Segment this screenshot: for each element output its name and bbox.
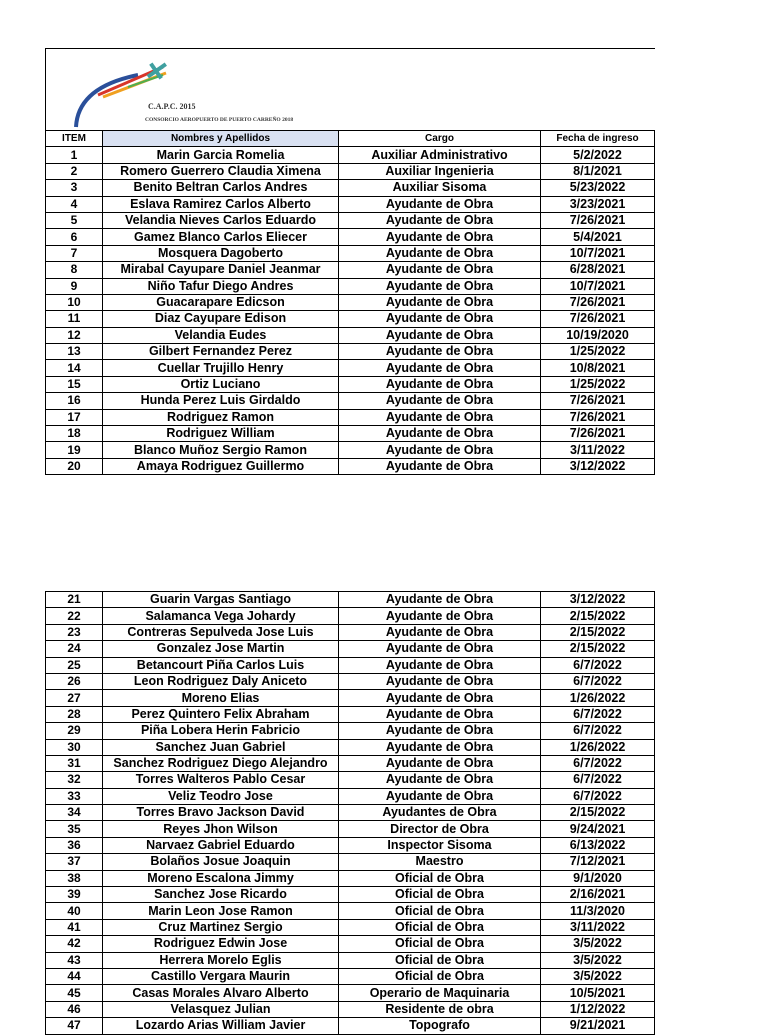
employee-name-cell: Salamanca Vega Johardy: [103, 608, 339, 624]
item-number-cell: 19: [46, 442, 103, 458]
item-number-cell: 2: [46, 163, 103, 179]
job-title-cell: Ayudante de Obra: [339, 592, 541, 608]
item-number-cell: 25: [46, 657, 103, 673]
item-number-cell: 4: [46, 196, 103, 212]
job-title-cell: Ayudante de Obra: [339, 360, 541, 376]
table-row: [46, 1001, 655, 1017]
hire-date-cell: 10/7/2021: [541, 245, 655, 261]
job-title-cell: Ayudante de Obra: [339, 344, 541, 360]
table-row: [46, 180, 655, 196]
item-number-cell: 16: [46, 393, 103, 409]
table-row: [46, 936, 655, 952]
job-title-cell: Ayudante de Obra: [339, 426, 541, 442]
item-number-cell: 5: [46, 212, 103, 228]
item-number-cell: 3: [46, 180, 103, 196]
hire-date-cell: 9/21/2021: [541, 1018, 655, 1034]
job-title-cell: Ayudante de Obra: [339, 788, 541, 804]
job-title-cell: Ayudante de Obra: [339, 442, 541, 458]
job-title-cell: Ayudante de Obra: [339, 624, 541, 640]
employee-name-cell: Romero Guerrero Claudia Ximena: [103, 163, 339, 179]
item-number-cell: 12: [46, 327, 103, 343]
job-title-cell: Ayudante de Obra: [339, 294, 541, 310]
employee-name-cell: Hunda Perez Luis Girdaldo: [103, 393, 339, 409]
employee-name-cell: Guacarapare Edicson: [103, 294, 339, 310]
employee-name-cell: Leon Rodriguez Daly Aniceto: [103, 673, 339, 689]
item-number-cell: 45: [46, 985, 103, 1001]
employee-name-cell: Cruz Martinez Sergio: [103, 919, 339, 935]
job-title-cell: Ayudante de Obra: [339, 458, 541, 474]
job-title-cell: Residente de obra: [339, 1001, 541, 1017]
table-row: [46, 788, 655, 804]
hire-date-cell: 8/1/2021: [541, 163, 655, 179]
employee-name-cell: Guarin Vargas Santiago: [103, 592, 339, 608]
table-row: [46, 426, 655, 442]
table-body-part-1: [46, 147, 655, 475]
employee-name-cell: Marin Garcia Romelia: [103, 147, 339, 163]
hire-date-cell: 7/26/2021: [541, 311, 655, 327]
employee-name-cell: Velandia Eudes: [103, 327, 339, 343]
item-number-cell: 10: [46, 294, 103, 310]
table-row: [46, 278, 655, 294]
job-title-cell: Ayudante de Obra: [339, 772, 541, 788]
hire-date-cell: 6/7/2022: [541, 772, 655, 788]
job-title-cell: Ayudante de Obra: [339, 311, 541, 327]
job-title-cell: Ayudante de Obra: [339, 376, 541, 392]
job-title-cell: Ayudante de Obra: [339, 723, 541, 739]
hire-date-cell: 6/7/2022: [541, 657, 655, 673]
table-row: [46, 360, 655, 376]
hire-date-cell: 3/23/2021: [541, 196, 655, 212]
hire-date-cell: 2/15/2022: [541, 641, 655, 657]
employee-name-cell: Gilbert Fernandez Perez: [103, 344, 339, 360]
job-title-cell: Oficial de Obra: [339, 870, 541, 886]
hire-date-cell: 2/16/2021: [541, 887, 655, 903]
cargo-column-header: Cargo: [339, 131, 541, 147]
job-title-cell: Ayudante de Obra: [339, 327, 541, 343]
table-row: [46, 458, 655, 474]
hire-date-cell: 3/5/2022: [541, 936, 655, 952]
table-header-row: [46, 131, 655, 147]
hire-date-cell: 10/7/2021: [541, 278, 655, 294]
job-title-cell: Oficial de Obra: [339, 903, 541, 919]
name-column-header: Nombres y Apellidos: [103, 131, 339, 147]
logo-title: C.A.P.C. 2015: [148, 102, 196, 111]
item-number-cell: 41: [46, 919, 103, 935]
table-row: [46, 755, 655, 771]
table-row: [46, 985, 655, 1001]
item-number-cell: 15: [46, 376, 103, 392]
logo-subtitle: CONSORCIO AEROPUERTO DE PUERTO CARREÑO 2018: [145, 117, 294, 123]
employee-name-cell: Veliz Teodro Jose: [103, 788, 339, 804]
table-row: [46, 903, 655, 919]
header-box: [45, 48, 655, 130]
table-row: [46, 196, 655, 212]
hire-date-cell: 1/12/2022: [541, 1001, 655, 1017]
table-row: [46, 673, 655, 689]
table-row: [46, 739, 655, 755]
item-number-cell: 18: [46, 426, 103, 442]
table-row: [46, 805, 655, 821]
hire-date-cell: 7/26/2021: [541, 426, 655, 442]
job-title-cell: Ayudante de Obra: [339, 196, 541, 212]
item-number-cell: 11: [46, 311, 103, 327]
hire-date-cell: 1/26/2022: [541, 690, 655, 706]
job-title-cell: Ayudante de Obra: [339, 739, 541, 755]
employee-name-cell: Narvaez Gabriel Eduardo: [103, 837, 339, 853]
hire-date-cell: 11/3/2020: [541, 903, 655, 919]
item-column-header: ITEM: [46, 131, 103, 147]
table-row: [46, 641, 655, 657]
employee-name-cell: Ortiz Luciano: [103, 376, 339, 392]
table-row: [46, 706, 655, 722]
table-row: [46, 262, 655, 278]
hire-date-cell: 2/15/2022: [541, 805, 655, 821]
item-number-cell: 47: [46, 1018, 103, 1034]
item-number-cell: 44: [46, 968, 103, 984]
hire-date-cell: 2/15/2022: [541, 624, 655, 640]
item-number-cell: 37: [46, 854, 103, 870]
hire-date-cell: 6/28/2021: [541, 262, 655, 278]
table-row: [46, 690, 655, 706]
hire-date-cell: 10/8/2021: [541, 360, 655, 376]
table-row: [46, 229, 655, 245]
hire-date-cell: 9/1/2020: [541, 870, 655, 886]
item-number-cell: 23: [46, 624, 103, 640]
item-number-cell: 34: [46, 805, 103, 821]
employee-name-cell: Niño Tafur Diego Andres: [103, 278, 339, 294]
job-title-cell: Auxiliar Ingenieria: [339, 163, 541, 179]
item-number-cell: 17: [46, 409, 103, 425]
item-number-cell: 30: [46, 739, 103, 755]
job-title-cell: Ayudante de Obra: [339, 393, 541, 409]
hire-date-cell: 6/13/2022: [541, 837, 655, 853]
job-title-cell: Ayudante de Obra: [339, 245, 541, 261]
hire-date-cell: 7/26/2021: [541, 409, 655, 425]
hire-date-cell: 3/11/2022: [541, 919, 655, 935]
item-number-cell: 43: [46, 952, 103, 968]
job-title-cell: Operario de Maquinaria: [339, 985, 541, 1001]
employee-name-cell: Eslava Ramirez Carlos Alberto: [103, 196, 339, 212]
employee-name-cell: Cuellar Trujillo Henry: [103, 360, 339, 376]
employee-name-cell: Moreno Escalona Jimmy: [103, 870, 339, 886]
hire-date-cell: 5/23/2022: [541, 180, 655, 196]
job-title-cell: Ayudante de Obra: [339, 608, 541, 624]
item-number-cell: 39: [46, 887, 103, 903]
job-title-cell: Ayudante de Obra: [339, 755, 541, 771]
employee-name-cell: Benito Beltran Carlos Andres: [103, 180, 339, 196]
item-number-cell: 26: [46, 673, 103, 689]
table-row: [46, 1018, 655, 1034]
item-number-cell: 13: [46, 344, 103, 360]
job-title-cell: Ayudante de Obra: [339, 641, 541, 657]
employee-name-cell: Velasquez Julian: [103, 1001, 339, 1017]
hire-date-cell: 5/2/2022: [541, 147, 655, 163]
job-title-cell: Oficial de Obra: [339, 919, 541, 935]
employee-name-cell: Gonzalez Jose Martin: [103, 641, 339, 657]
job-title-cell: Ayudante de Obra: [339, 409, 541, 425]
table-row: [46, 376, 655, 392]
employee-name-cell: Rodriguez William: [103, 426, 339, 442]
company-logo: [68, 57, 294, 129]
table-row: [46, 245, 655, 261]
item-number-cell: 6: [46, 229, 103, 245]
table-row: [46, 821, 655, 837]
hire-date-cell: 1/26/2022: [541, 739, 655, 755]
employee-name-cell: Blanco Muñoz Sergio Ramon: [103, 442, 339, 458]
hire-date-cell: 6/7/2022: [541, 755, 655, 771]
hire-date-cell: 3/5/2022: [541, 952, 655, 968]
item-number-cell: 27: [46, 690, 103, 706]
table-row: [46, 608, 655, 624]
job-title-cell: Ayudante de Obra: [339, 706, 541, 722]
table-row: [46, 409, 655, 425]
item-number-cell: 29: [46, 723, 103, 739]
job-title-cell: Ayudante de Obra: [339, 212, 541, 228]
table-row: [46, 854, 655, 870]
employee-name-cell: Mosquera Dagoberto: [103, 245, 339, 261]
hire-date-cell: 6/7/2022: [541, 706, 655, 722]
item-number-cell: 46: [46, 1001, 103, 1017]
hire-date-cell: 6/7/2022: [541, 673, 655, 689]
employee-name-cell: Casas Morales Alvaro Alberto: [103, 985, 339, 1001]
table-row: [46, 968, 655, 984]
table-row: [46, 657, 655, 673]
job-title-cell: Oficial de Obra: [339, 952, 541, 968]
employee-name-cell: Sanchez Rodriguez Diego Alejandro: [103, 755, 339, 771]
hire-date-cell: 6/7/2022: [541, 788, 655, 804]
table-row: [46, 294, 655, 310]
job-title-cell: Ayudantes de Obra: [339, 805, 541, 821]
table-row: [46, 212, 655, 228]
hire-date-cell: 1/25/2022: [541, 376, 655, 392]
employee-name-cell: Lozardo Arias William Javier: [103, 1018, 339, 1034]
employee-name-cell: Gamez Blanco Carlos Eliecer: [103, 229, 339, 245]
job-title-cell: Ayudante de Obra: [339, 690, 541, 706]
item-number-cell: 40: [46, 903, 103, 919]
employee-name-cell: Marin Leon Jose Ramon: [103, 903, 339, 919]
staff-table-part-1: [45, 130, 655, 475]
table-row: [46, 887, 655, 903]
job-title-cell: Ayudante de Obra: [339, 229, 541, 245]
employee-name-cell: Amaya Rodriguez Guillermo: [103, 458, 339, 474]
item-number-cell: 1: [46, 147, 103, 163]
item-number-cell: 31: [46, 755, 103, 771]
employee-name-cell: Herrera Morelo Eglis: [103, 952, 339, 968]
employee-name-cell: Torres Bravo Jackson David: [103, 805, 339, 821]
employee-name-cell: Rodriguez Ramon: [103, 409, 339, 425]
table-row: [46, 723, 655, 739]
job-title-cell: Oficial de Obra: [339, 968, 541, 984]
hire-date-cell: 3/5/2022: [541, 968, 655, 984]
hire-date-cell: 7/26/2021: [541, 393, 655, 409]
item-number-cell: 24: [46, 641, 103, 657]
table-row: [46, 772, 655, 788]
employee-name-cell: Perez Quintero Felix Abraham: [103, 706, 339, 722]
hire-date-cell: 1/25/2022: [541, 344, 655, 360]
job-title-cell: Ayudante de Obra: [339, 673, 541, 689]
item-number-cell: 7: [46, 245, 103, 261]
hire-date-cell: 10/19/2020: [541, 327, 655, 343]
date-column-header: Fecha de ingreso: [541, 131, 655, 147]
table-row: [46, 311, 655, 327]
employee-name-cell: Sanchez Jose Ricardo: [103, 887, 339, 903]
item-number-cell: 8: [46, 262, 103, 278]
employee-name-cell: Piña Lobera Herin Fabricio: [103, 723, 339, 739]
job-title-cell: Inspector Sisoma: [339, 837, 541, 853]
employee-name-cell: Reyes Jhon Wilson: [103, 821, 339, 837]
employee-name-cell: Torres Walteros Pablo Cesar: [103, 772, 339, 788]
table-row: [46, 592, 655, 608]
employee-name-cell: Contreras Sepulveda Jose Luis: [103, 624, 339, 640]
job-title-cell: Topografo: [339, 1018, 541, 1034]
job-title-cell: Oficial de Obra: [339, 887, 541, 903]
employee-name-cell: Betancourt Piña Carlos Luis: [103, 657, 339, 673]
hire-date-cell: 3/12/2022: [541, 458, 655, 474]
item-number-cell: 38: [46, 870, 103, 886]
item-number-cell: 42: [46, 936, 103, 952]
hire-date-cell: 9/24/2021: [541, 821, 655, 837]
hire-date-cell: 6/7/2022: [541, 723, 655, 739]
hire-date-cell: 2/15/2022: [541, 608, 655, 624]
job-title-cell: Ayudante de Obra: [339, 657, 541, 673]
hire-date-cell: 5/4/2021: [541, 229, 655, 245]
table-row: [46, 163, 655, 179]
table-row: [46, 870, 655, 886]
table-row: [46, 624, 655, 640]
item-number-cell: 36: [46, 837, 103, 853]
hire-date-cell: 3/11/2022: [541, 442, 655, 458]
table-row: [46, 919, 655, 935]
hire-date-cell: 7/26/2021: [541, 212, 655, 228]
item-number-cell: 35: [46, 821, 103, 837]
table-row: [46, 442, 655, 458]
table-row: [46, 147, 655, 163]
job-title-cell: Auxiliar Administrativo: [339, 147, 541, 163]
employee-name-cell: Moreno Elias: [103, 690, 339, 706]
job-title-cell: Director de Obra: [339, 821, 541, 837]
job-title-cell: Oficial de Obra: [339, 936, 541, 952]
item-number-cell: 33: [46, 788, 103, 804]
item-number-cell: 22: [46, 608, 103, 624]
employee-name-cell: Velandia Nieves Carlos Eduardo: [103, 212, 339, 228]
item-number-cell: 14: [46, 360, 103, 376]
employee-name-cell: Castillo Vergara Maurin: [103, 968, 339, 984]
hire-date-cell: 7/26/2021: [541, 294, 655, 310]
item-number-cell: 28: [46, 706, 103, 722]
job-title-cell: Auxiliar Sisoma: [339, 180, 541, 196]
hire-date-cell: 10/5/2021: [541, 985, 655, 1001]
job-title-cell: Ayudante de Obra: [339, 278, 541, 294]
table-row: [46, 327, 655, 343]
item-number-cell: 9: [46, 278, 103, 294]
staff-table-part-2: [45, 591, 655, 1035]
item-number-cell: 20: [46, 458, 103, 474]
hire-date-cell: 7/12/2021: [541, 854, 655, 870]
table-body-part-2: [46, 592, 655, 1035]
hire-date-cell: 3/12/2022: [541, 592, 655, 608]
employee-name-cell: Rodriguez Edwin Jose: [103, 936, 339, 952]
employee-name-cell: Bolaños Josue Joaquin: [103, 854, 339, 870]
item-number-cell: 32: [46, 772, 103, 788]
table-row: [46, 344, 655, 360]
employee-name-cell: Diaz Cayupare Edison: [103, 311, 339, 327]
employee-name-cell: Mirabal Cayupare Daniel Jeanmar: [103, 262, 339, 278]
employee-name-cell: Sanchez Juan Gabriel: [103, 739, 339, 755]
table-row: [46, 952, 655, 968]
job-title-cell: Maestro: [339, 854, 541, 870]
job-title-cell: Ayudante de Obra: [339, 262, 541, 278]
table-row: [46, 393, 655, 409]
table-row: [46, 837, 655, 853]
item-number-cell: 21: [46, 592, 103, 608]
